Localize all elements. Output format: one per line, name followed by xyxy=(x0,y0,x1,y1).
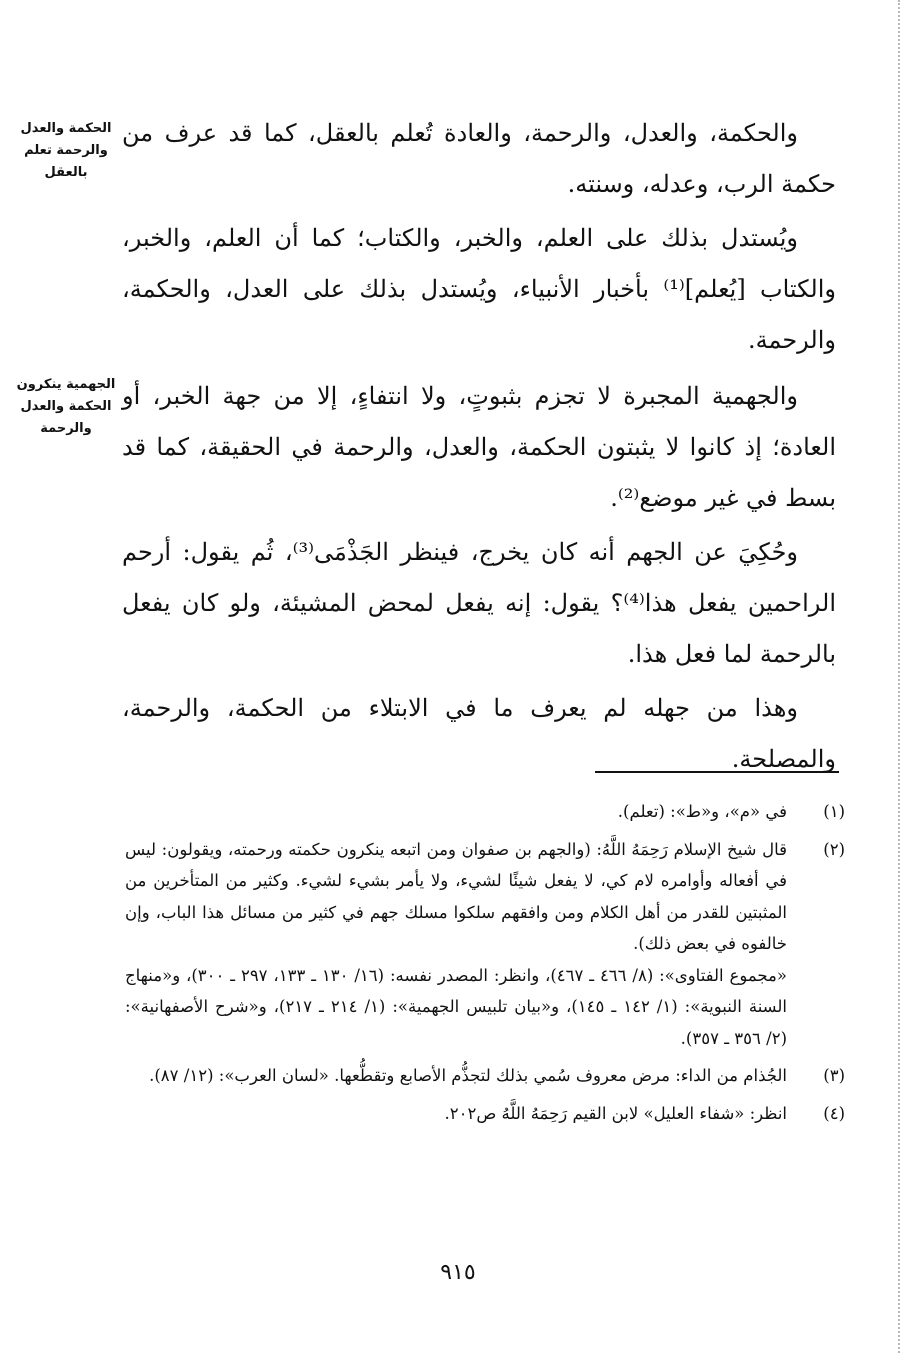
footnote-number: (١) xyxy=(823,802,845,821)
margin-note-1: الحكمة والعدل والرحمة تعلم بالعقل xyxy=(20,121,112,180)
paragraph-4: وحُكِيَ عن الجهم أنه كان يخرج، فينظر الجَذْمَى⁽³⁾، ثُم يقول: أرحم الراحمين يفعل هذا⁽⁴⁾؟ يقول: إنه يفعل لمحض المشيئة، ولو كان يفعل بالرحمة لما فعل هذا. xyxy=(122,538,836,668)
footnote-text: في «م»، و«ط»: (تعلم). xyxy=(617,802,787,821)
footnote-4 xyxy=(125,1098,845,1130)
page-number: ٩١٥ xyxy=(440,1260,476,1285)
main-text xyxy=(122,108,836,788)
footnote-number: (٢) xyxy=(823,839,845,859)
paragraph-3: والجهمية المجبرة لا تجزم بثبوتٍ، ولا انتفاءٍ، إلا من جهة الخبر، أو العادة؛ إذ كانوا لا يثبتون الحكمة، والعدل، والرحمة في الحقيقة، كما قد بسط في غير موضع⁽²⁾. xyxy=(122,382,836,512)
footnote-text: الجُذام من الداء: مرض معروف سُمي بذلك لتجذُّم الأصابع وتقطُّعها. «لسان العرب»: (١٢/ ٨٧). xyxy=(149,1066,787,1085)
footnote-2 xyxy=(125,834,845,1055)
footnote-separator xyxy=(595,771,839,773)
paragraph-2: ويُستدل بذلك على العلم، والخبر، والكتاب؛ كما أن العلم، والخبر، والكتاب [يُعلم]⁽¹⁾ بأخبار الأنبياء، ويُستدل بذلك على العدل، والحكمة، والرحمة. xyxy=(122,224,836,354)
paragraph-5: وهذا من جهله لم يعرف ما في الابتلاء من الحكمة، والرحمة، والمصلحة. xyxy=(122,694,836,773)
footnote-1 xyxy=(125,796,845,828)
page-edge-dotted-line xyxy=(898,0,900,1353)
footnotes xyxy=(125,796,845,1135)
footnote-number: (٣) xyxy=(823,1066,845,1085)
footnote-source: «مجموع الفتاوى»: (٨/ ٤٦٦ ـ ٤٦٧)، وانظر: المصدر نفسه: (١٦/ ١٣٠ ـ ١٣٣، ٢٩٧ ـ ٣٠٠)، و«منهاج السنة النبوية»: (١/ ١٤٢ ـ ١٤٥)، و«بيان تلبيس الجهمية»: (١/ ٢١٤ ـ ٢١٧)، و«شرح الأصفهانية»: (٢/ ٣٥٦ ـ ٣٥٧). xyxy=(125,965,788,1048)
margin-note-2: الجهمية ينكرون الحكمة والعدل والرحمة xyxy=(16,377,116,436)
footnote-text: قال شيخ الإسلام رَحِمَهُ اللَّهُ: (والجهم بن صفوان ومن اتبعه ينكرون حكمته ورحمته، ويقولون: ليس في أفعاله وأوامره لام كي، لا يفعل شيئًا لشيء، ولا يأمر بشيء لشيء. وكثير من المتأخرين من المثبتين للقدر من أهل الكلام ومن وافقهم سلكوا مسلك جهم في كثير من مسائل هذا الباب، وإن خالفوه في بعض ذلك). xyxy=(125,839,787,953)
footnote-3 xyxy=(125,1060,845,1092)
paragraph-1: والحكمة، والعدل، والرحمة، والعادة تُعلم بالعقل، كما قد عرف من حكمة الرب، وعدله، وسنته. xyxy=(122,119,836,198)
footnote-text: انظر: «شفاء العليل» لابن القيم رَحِمَهُ اللَّهُ ص٢٠٢. xyxy=(444,1103,787,1123)
footnote-number: (٤) xyxy=(823,1103,845,1123)
